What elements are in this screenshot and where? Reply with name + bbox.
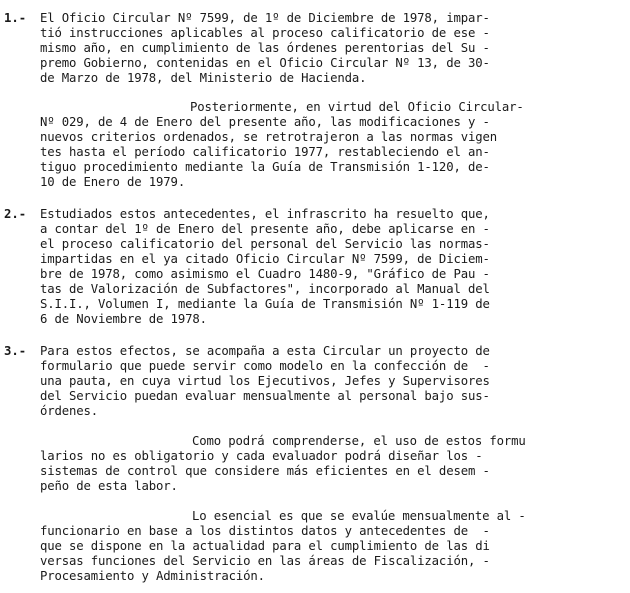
section-1-number: 1.- <box>4 11 27 25</box>
text-line: premo Gobierno, contenidas en el Oficio Circular Nº 13, de 30- <box>40 56 490 70</box>
text-line: 10 de Enero de 1979. <box>40 175 186 189</box>
section-2-number: 2.- <box>4 207 27 221</box>
text-line: nuevos criterios ordenados, se retrotrajeron a las normas vigen <box>40 130 497 144</box>
text-line: tes hasta el período calificatorio 1977, restableciendo el an- <box>40 145 490 159</box>
text-line: Para estos efectos, se acompaña a esta Circular un proyecto de <box>40 344 490 358</box>
text-line: sistemas de control que considere más eficientes en el desem - <box>40 464 490 478</box>
text-line: S.I.I., Volumen I, mediante la Guía de Transmisión Nº 1-119 de <box>40 297 490 311</box>
text-line: a contar del 1º de Enero del presente año, debe aplicarse en - <box>40 222 490 236</box>
text-line: versas funciones del Servicio en las áreas de Fiscalización, - <box>40 554 490 568</box>
text-line: Como podrá comprenderse, el uso de estos formu <box>192 434 526 448</box>
text-line: Lo esencial es que se evalúe mensualmente al - <box>192 509 526 523</box>
text-line: el proceso calificatorio del personal del Servicio las normas- <box>40 237 490 251</box>
section-3-number: 3.- <box>4 344 27 358</box>
text-line: El Oficio Circular Nº 7599, de 1º de Diciembre de 1978, impar- <box>40 11 490 25</box>
text-line: que se dispone en la actualidad para el cumplimiento de las di <box>40 539 490 553</box>
text-line: peño de esta labor. <box>40 479 178 493</box>
text-line: una pauta, en cuya virtud los Ejecutivos, Jefes y Supervisores <box>40 374 490 388</box>
text-line: funcionario en base a los distintos datos y antecedentes de - <box>40 524 490 538</box>
text-line: tiguo procedimiento mediante la Guía de Transmisión 1-120, de- <box>40 160 490 174</box>
text-line: larios no es obligatorio y cada evaluador podrá diseñar los - <box>40 449 483 463</box>
text-line: impartidas en el ya citado Oficio Circular Nº 7599, de Diciem- <box>40 252 490 266</box>
text-line: Posteriormente, en virtud del Oficio Circular- <box>190 100 524 114</box>
text-line: 6 de Noviembre de 1978. <box>40 312 207 326</box>
text-line: Estudiados estos antecedentes, el infrascrito ha resuelto que, <box>40 207 490 221</box>
text-line: órdenes. <box>40 404 99 418</box>
text-line: del Servicio puedan evaluar mensualmente al personal bajo sus- <box>40 389 490 403</box>
text-line: bre de 1978, como asimismo el Cuadro 1480-9, "Gráfico de Pau - <box>40 267 490 281</box>
text-line: Procesamiento y Administración. <box>40 569 265 583</box>
text-line: de Marzo de 1978, del Ministerio de Hacienda. <box>40 71 367 85</box>
text-line: mismo año, en cumplimiento de las órdenes perentorias del Su - <box>40 41 490 55</box>
text-line: tas de Valorización de Subfactores", incorporado al Manual del <box>40 282 490 296</box>
text-line: formulario que puede servir como modelo en la confección de - <box>40 359 490 373</box>
text-line: Nº 029, de 4 de Enero del presente año, las modificaciones y - <box>40 115 490 129</box>
text-line: tió instrucciones aplicables al proceso calificatorio de ese - <box>40 26 490 40</box>
